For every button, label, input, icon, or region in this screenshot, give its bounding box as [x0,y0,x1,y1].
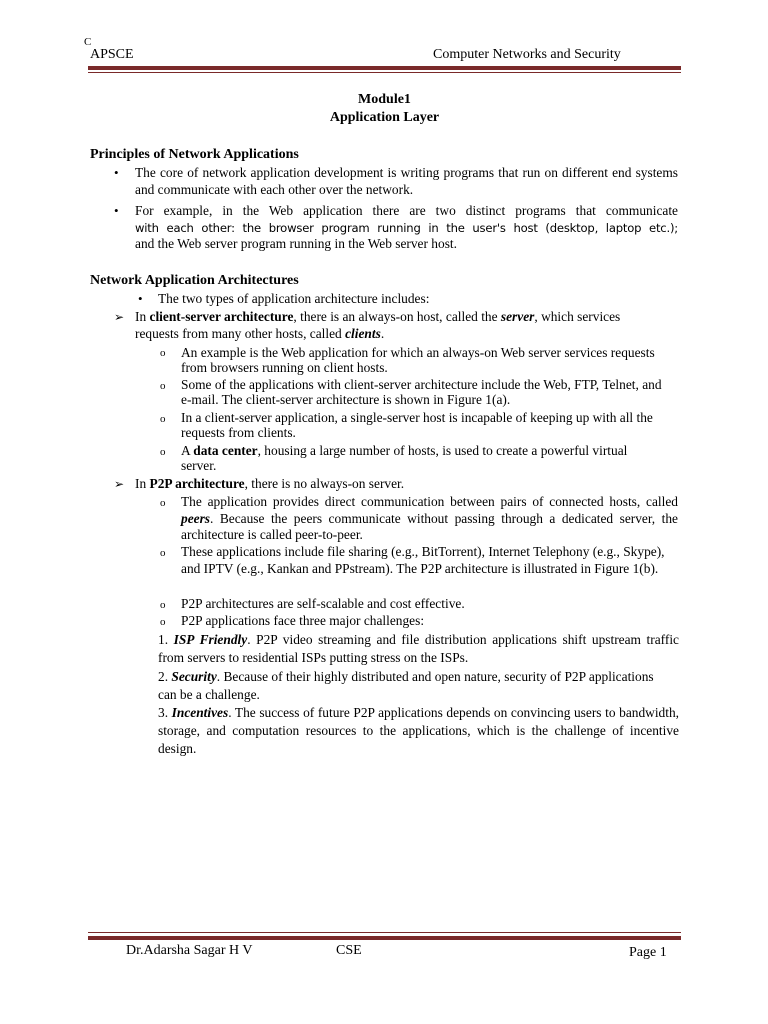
arrow-bullet-icon: ➢ [114,477,125,491]
dc-text-2: , housing a large number of hosts, is used to create a powerful virtual server. [181,443,628,474]
dc-text-1: A [181,443,194,458]
challenge-1-number: 1. [158,632,174,647]
p2p-text-1: In [135,476,150,491]
cs-text-4: . [380,325,385,341]
footer-page-number: Page 1 [629,945,667,960]
cs-text-2: , there is an always-on host, called the [293,309,501,324]
circle-bullet-icon: o [160,599,166,611]
p2p-term-peers: peers [181,510,211,526]
challenge-1-title: ISP Friendly [173,632,248,647]
arrow-bullet-icon: ➢ [114,310,125,324]
footer-author: Dr.Adarsha Sagar H V [126,943,253,958]
client-server-paragraph [135,309,660,342]
footer-rule-thin [88,932,681,933]
cs-item-data-center [181,443,651,473]
p2p-item-4: P2P applications face three major challenges: [181,613,425,628]
cs-term-clients: clients [345,325,381,341]
cs-text-1: In [135,309,150,324]
challenge-3-number: 3. [158,705,172,720]
bullet-icon: • [114,165,119,180]
p2p-paragraph [135,476,404,493]
paragraph-bullet-2 [135,203,678,253]
bullet-2-line-1: For example, in the Web application there are two distinct programs that communicate [135,203,678,218]
challenge-2-text: . Because of their highly distributed and open nature, security of P2P applications can be a challenge. [158,669,654,702]
module-subtitle: Application Layer [329,110,440,125]
challenge-3-title: Incentives [171,705,229,720]
challenge-2-number: 2. [158,669,172,684]
circle-bullet-icon: o [160,547,166,559]
module-title: Module1 [358,92,411,107]
circle-bullet-icon: o [160,413,166,425]
circle-bullet-icon: o [160,497,166,509]
circle-bullet-icon: o [160,347,166,359]
section-heading-principles: Principles of Network Applications [90,147,299,162]
p2p-item-2: These applications include file sharing (e.g., BitTorrent), Internet Telephony (e.g., Skype), and IPTV (e.g., Kankan and PPstream). The P2P architecture is illustrated in Figure 1(b). [181,544,665,576]
challenge-3-text: . The success of future P2P applications depends on convincing users to bandwidth, storage, and computation resources to the applications, which is the challenge of incentive design. [158,705,680,756]
p2p-text-2: , there is no always-on server. [244,476,405,491]
challenge-1 [158,631,679,667]
dc-term: data center [193,443,258,458]
cs-item-3: In a client-server application, a single-server host is incapable of keeping up with all the requests from clients. [181,410,653,441]
cs-item-1: An example is the Web application for which an always-on Web server services requests from browsers running on client hosts. [181,345,655,376]
cs-term-client-server: client-server architecture [149,309,294,324]
circle-bullet-icon: o [160,446,166,458]
footer-rule-thick [88,936,681,940]
bullet-2-line-3: and the Web server program running in the Web server host. [135,236,457,252]
header-course-title: Computer Networks and Security [433,47,621,62]
header-rule-thin [88,72,681,73]
header-institution: APSCE [90,47,134,62]
bullet-2-line-2: with each other: the browser program running in the user's host (desktop, laptop etc.); [135,220,678,235]
paragraph-bullet-1: The core of network application development is writing programs that run on different end systems and communicate with each other over the network. [135,165,678,197]
header-rule-thick [88,66,681,70]
architecture-intro: The two types of application architecture includes: [158,291,430,306]
p2p-item-1-text-1: The application provides direct communication between pairs of connected hosts, called [181,494,678,509]
challenge-3 [158,704,679,758]
circle-bullet-icon: o [160,380,166,392]
bullet-icon: • [114,203,119,218]
p2p-item-1 [181,494,678,544]
challenge-2-title: Security [171,669,217,684]
challenge-2 [158,668,658,704]
cs-term-server: server [500,309,535,324]
p2p-item-3: P2P architectures are self-scalable and cost effective. [181,596,465,611]
footer-department: CSE [336,943,362,958]
section-heading-architectures: Network Application Architectures [90,273,299,288]
challenge-1-text: . P2P video streaming and file distribution applications shift upstream traffic from servers to residential ISPs putting stress on the ISPs. [158,632,679,665]
p2p-term: P2P architecture [149,476,245,491]
p2p-item-1-text-2: . Because the peers communicate without passing through a dedicated server, the architecture is called peer-to-peer. [181,510,678,543]
cs-text-3: , which services requests from many other hosts, called [135,309,621,341]
circle-bullet-icon: o [160,616,166,628]
bullet-icon: • [138,291,143,306]
header-corner-mark: C [84,36,92,48]
cs-item-2: Some of the applications with client-server architecture include the Web, FTP, Telnet, and e-mail. The client-server architecture is shown in Figure 1(a). [181,377,662,408]
